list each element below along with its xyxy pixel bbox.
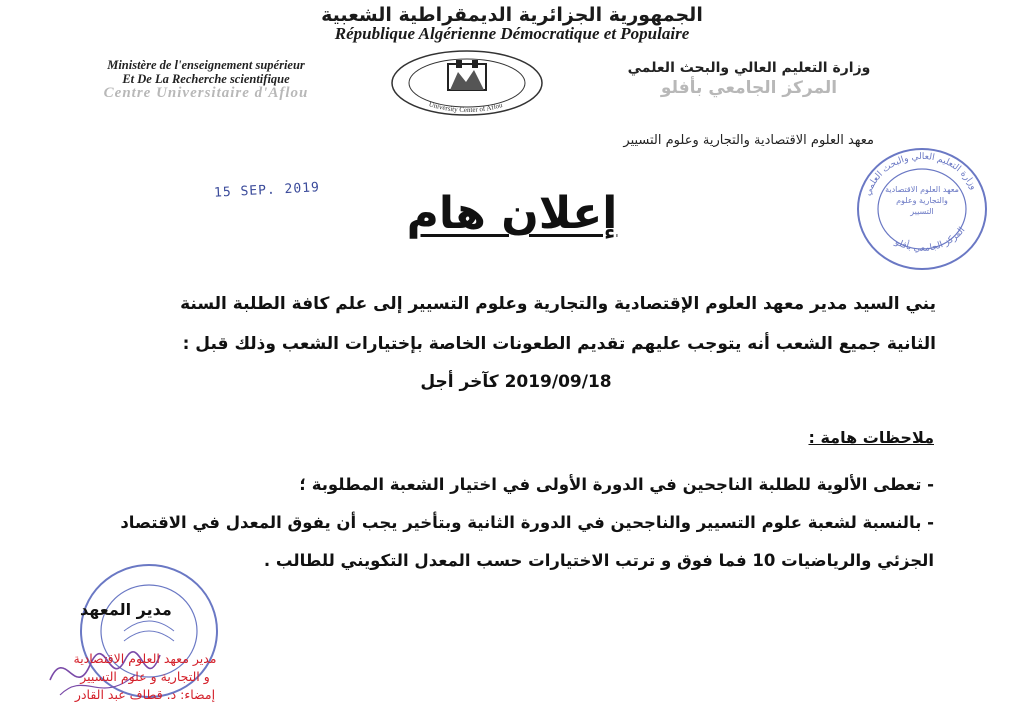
country-name-arabic: الجمهورية الجزائرية الديمقراطية الشعبية — [321, 4, 703, 26]
announcement-body — [96, 284, 936, 402]
svg-text:University Center of Aflou — [428, 100, 504, 114]
announcement-deadline: 2019/09/18 كآخر أجل — [420, 372, 612, 392]
announcement-line-2: الثانية جميع الشعب أنه يتوجب عليهم تقديم الطعونات الخاصة بإختيارات الشعب وذلك قبل : — [182, 334, 936, 354]
ministry-block-arabic — [584, 58, 914, 98]
signature-line-3: إمضاء: د. قطاف عبد القادر — [74, 687, 216, 702]
university-logo — [388, 48, 546, 118]
ministry-block-french — [56, 58, 356, 100]
centre-name-french: Centre Universitaire d'Aflou — [103, 85, 309, 101]
stamp-bottom-text: المركز الجامعي بأفلو — [893, 225, 968, 254]
signature-block — [40, 650, 250, 704]
note-item-1: - تعطى الألوية للطلبة الناجحين في الدورة الأولى في اختيار الشعبة المطلوبة ؛ — [299, 475, 934, 494]
country-name-french: République Algérienne Démocratique et Populaire — [334, 24, 690, 43]
announcement-line-1: يني السيد مدير معهد العلوم الإقتصادية والتجارية وعلوم التسيير إلى علم كافة الطلبة السنة — [180, 294, 936, 314]
signature-line-1: مدير معهد العلوم الاقتصادية — [73, 651, 217, 666]
ministry-line-1: Ministère de l'enseignement supérieur — [107, 58, 305, 72]
stamp-inner-text: معهد العلوم الاقتصادية والتجارية وعلوم التسيير — [885, 185, 959, 216]
director-label: مدير المعهد — [80, 600, 172, 619]
note-item-2-continued: الجزئي والرياضيات 10 فما فوق و ترتب الاختيارات حسب المعدل التكويني للطالب . — [263, 551, 934, 570]
signature-line-2: و التجارية و علوم التسيير — [80, 669, 210, 684]
notes-title: ملاحظات هامة : — [808, 428, 934, 447]
ministry-name-arabic: وزارة التعليم العالي والبحث العلمي — [627, 60, 871, 76]
announcement-title: إعلان هام — [406, 188, 618, 239]
stamp-outer-text: وزارة التعليم العالي والبحث العلمي — [863, 151, 979, 198]
institute-name: معهد العلوم الاقتصادية والتجارية وعلوم التسيير — [623, 133, 874, 148]
ministry-line-2: Et De La Recherche scientifique — [122, 72, 290, 86]
note-item-2: - بالنسبة لشعبة علوم التسيير والناجحين في الدورة الثانية وبتأخير يجب أن يفوق المعدل في الاقتصاد — [120, 513, 934, 532]
date-stamp: 15 SEP. 2019 — [213, 180, 321, 201]
logo-caption: University Center of Aflou — [427, 100, 504, 115]
centre-name-arabic: المركز الجامعي بأفلو — [660, 78, 838, 98]
